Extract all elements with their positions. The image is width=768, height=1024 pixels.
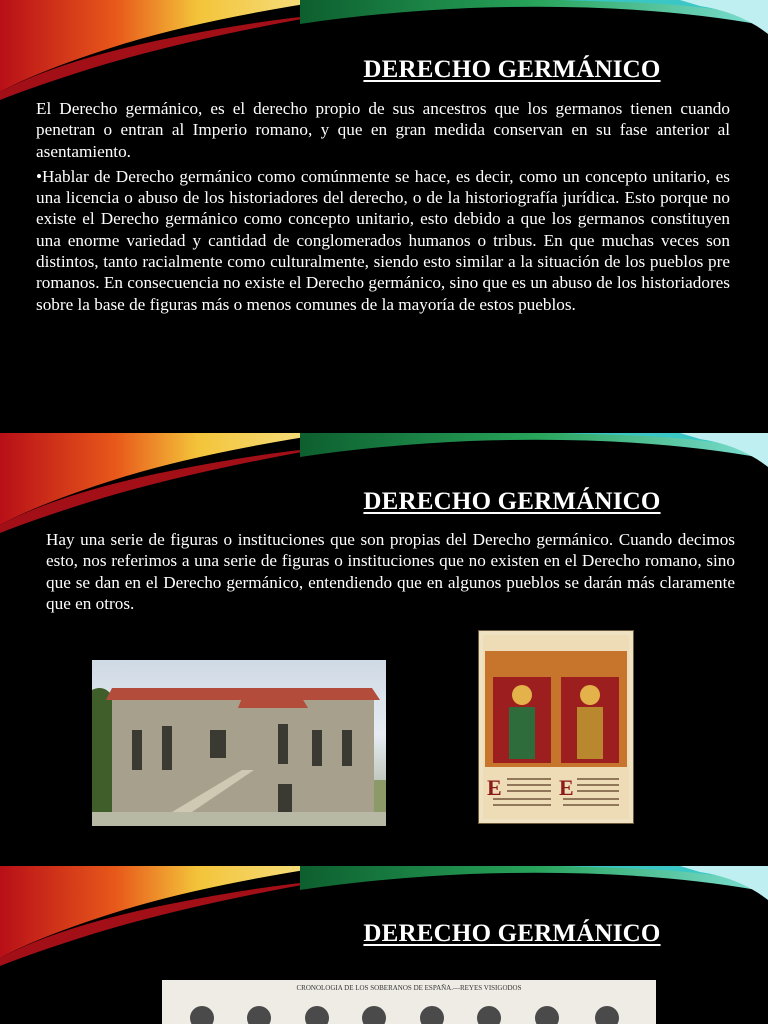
paragraph: El Derecho germánico, es el derecho propio de sus ancestros que los germanos tienen cuando penetran o entran al Imperio romano, y que en gran medida conservan en su fase anterior al asentamiento. <box>36 99 730 161</box>
svg-text:E: E <box>487 775 502 800</box>
church-photo <box>92 660 386 826</box>
slide-1 <box>0 0 768 433</box>
slide-3 <box>0 866 768 1024</box>
slide-body <box>46 529 735 614</box>
slide-title: DERECHO GERMÁNICO <box>363 488 661 515</box>
slide-2 <box>0 433 768 866</box>
decorative-swoosh <box>0 866 768 966</box>
image-caption: CRONOLOGIA DE LOS SOBERANOS DE ESPAÑA.—REYES VISIGODOS <box>296 984 522 992</box>
slide-body <box>36 98 730 319</box>
paragraph: Hay una serie de figuras o instituciones que son propias del Derecho germánico. Cuando decimos esto, nos referimos a una serie de figuras o instituciones que no existen en el Derecho romano, sino que se dan en el Derecho germánico, entendiendo que en algunos pueblos se darán más claramente que en otros. <box>46 530 735 613</box>
svg-text:E: E <box>559 775 574 800</box>
kings-chronology-image <box>162 980 656 1024</box>
slide-title: DERECHO GERMÁNICO <box>363 920 661 947</box>
decorative-swoosh <box>0 0 768 100</box>
slide-title: DERECHO GERMÁNICO <box>363 56 661 83</box>
paragraph: •Hablar de Derecho germánico como comúnmente se hace, es decir, como un concepto unitario, es una licencia o abuso de los historiadores del derecho, o de la historiografía jurídica. Esto porque no existe el Derecho germánico como concepto unitario, esto debido a que los germanos constituyen una enorme variedad y cantidad de conglomerados humanos o tribus. En que muchas veces son distintos, tanto racialmente como culturalmente, siendo esto similar a la situación de los pueblos pre romanos. En consecuencia no existe el Derecho germánico, sino que es un abuso de los historiadores sobre la base de figuras más o menos comunes de la mayoría de estos pueblos. <box>36 166 730 314</box>
manuscript-image <box>478 630 634 824</box>
decorative-swoosh <box>0 433 768 533</box>
